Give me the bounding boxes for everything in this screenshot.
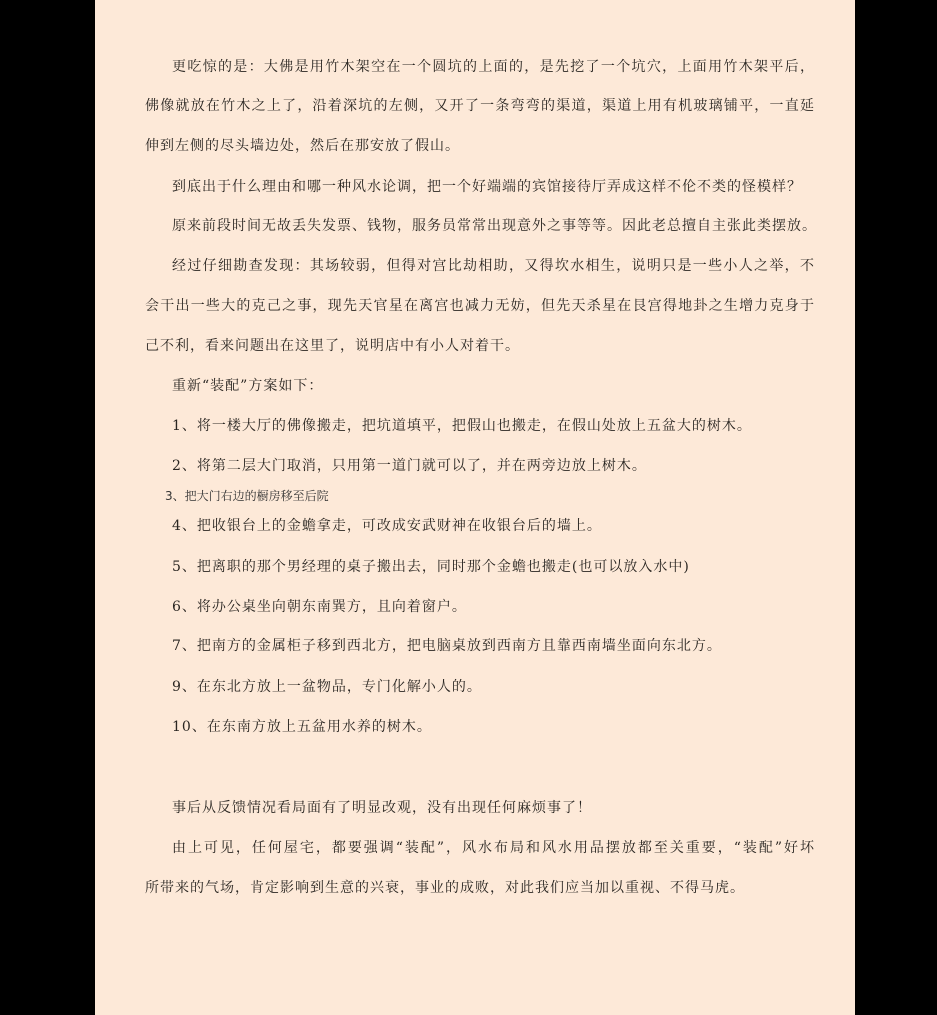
conclusion-line: 所带来的气场，肯定影响到生意的兴衰，事业的成败，对此我们应当加以重视、不得马虎。 [145, 880, 745, 896]
intro-line: 佛像就放在竹木之上了，沿着深坑的左侧，又开了一条弯弯的渠道，渠道上用有机玻璃铺平，一直延 [145, 98, 815, 114]
plan-item: 10、在东南方放上五盆用水养的树木。 [172, 719, 432, 735]
question-line: 到底出于什么理由和哪一种风水论调，把一个好端端的宾馆接待厅弄成这样不伦不类的怪模样？ [172, 179, 802, 195]
conclusion-line: 由上可见，任何屋宅，都要强调“装配”，风水布局和风水用品摆放都至关重要，“装配”好坏 [172, 840, 815, 856]
intro-line: 伸到左侧的尽头墙边处，然后在那安放了假山。 [145, 138, 460, 154]
analysis-line: 经过仔细勘查发现：其场较弱，但得对宫比劫相助，又得坎水相生，说明只是一些小人之举，不 [172, 258, 815, 274]
result-line: 事后从反馈情况看局面有了明显改观，没有出现任何麻烦事了！ [172, 800, 592, 816]
intro-line: 更吃惊的是：大佛是用竹木架空在一个圆坑的上面的，是先挖了一个坑穴，上面用竹木架平后， [172, 59, 815, 75]
plan-item: 1、将一楼大厅的佛像搬走，把坑道填平，把假山也搬走，在假山处放上五盆大的树木。 [172, 418, 752, 434]
plan-item: 6、将办公桌坐向朝东南巽方，且向着窗户。 [172, 599, 467, 615]
plan-item: 5、把离职的那个男经理的桌子搬出去，同时那个金蟾也搬走(也可以放入水中) [172, 559, 690, 575]
plan-item: 9、在东北方放上一盆物品，专门化解小人的。 [172, 679, 482, 695]
analysis-line: 己不利，看来问题出在这里了，说明店中有小人对着干。 [145, 338, 520, 354]
reason-line: 原来前段时间无故丢失发票、钱物，服务员常常出现意外之事等等。因此老总擅自主张此类摆放。 [172, 218, 817, 234]
plan-item: 3、把大门右边的橱房移至后院 [165, 489, 329, 503]
plan-item: 7、把南方的金属柜子移到西北方，把电脑桌放到西南方且靠西南墙坐面向东北方。 [172, 638, 722, 654]
analysis-line: 会干出一些大的克己之事，现先天官星在离宫也减力无妨，但先天杀星在艮宫得地卦之生增力克身于 [145, 298, 815, 314]
plan-item: 4、把收银台上的金蟾拿走，可改成安武财神在收银台后的墙上。 [172, 518, 602, 534]
plan-heading: 重新“装配”方案如下： [172, 378, 324, 394]
document-page [95, 0, 855, 1015]
plan-item: 2、将第二层大门取消，只用第一道门就可以了，并在两旁边放上树木。 [172, 458, 647, 474]
